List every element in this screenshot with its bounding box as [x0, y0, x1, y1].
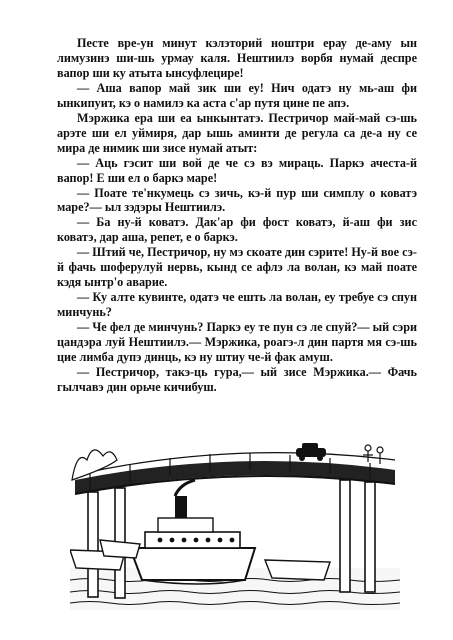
- paragraph: — Аць гэсит ши вой де че сэ вэ мираць. Паркэ ачеста-й вапор! Е ши ел о баркэ маре!: [57, 155, 417, 185]
- paragraph: — Ба ну-й коватэ. Дак'ар фи фост коватэ, й-аш фи зис коватэ, дар аша, репет, е о баркэ.: [57, 215, 417, 245]
- paragraph: — Че фел де минчунь? Паркэ еу те пун сэ ле спуй?— ый сэри цандэра луй Нештиилэ.— Мэржика, роагэ-л дин партя мя сэ-шь цие лимба дупэ динць, кэ ну штиу че-й фак амуш.: [57, 320, 417, 365]
- paragraph: Песте вре-ун минут кэлэторий ноштри ерау де-аму ын лимузинэ ши-шь урмау каля. Нештиилэ ворбя нумай деспре вапор ши ку атыта ынсуфлецире!: [57, 36, 417, 80]
- bridge-steamboat-illustration: [70, 440, 400, 610]
- paragraph: — Штий че, Пестричор, ну мэ скоате дин сэрите! Ну-й вое сэ-й фачь шоферулуй нервь, кынд се афлэ ла волан, кэ май поате кэдя ынтр'о аварие.: [57, 245, 417, 290]
- car: [296, 443, 326, 461]
- paragraph: — Поате те'нкумець сэ зичь, кэ-й пур ши симплу о коватэ маре?— ыл зэдэры Нештиилэ.: [57, 185, 417, 215]
- story-text: [57, 36, 417, 395]
- paragraph: — Ку алте кувинте, одатэ че ешть ла волан, еу требуе сэ спун минчунь?: [57, 290, 417, 320]
- paragraph: Мэржика ера ши еа ынкынтатэ. Пестричор май-май сэ-шь арэте ши ел уймиря, дар ышь аминти де регула са де-а ну се мира де нимик ши зисе нумай атыт:: [57, 110, 417, 155]
- people: [363, 445, 383, 464]
- steamboat: [130, 480, 255, 584]
- paragraph: — Аша вапор май зик ши еу! Нич одатэ ну мь-аш фи ынкипуит, кэ о намилэ ка аста с'ар путя цине пе апэ.: [57, 80, 417, 110]
- paragraph: — Пестричор, такэ-ць гура,— ый зисе Мэржика.— Фачь гылчавэ дин орьче кичибуш.: [57, 364, 417, 394]
